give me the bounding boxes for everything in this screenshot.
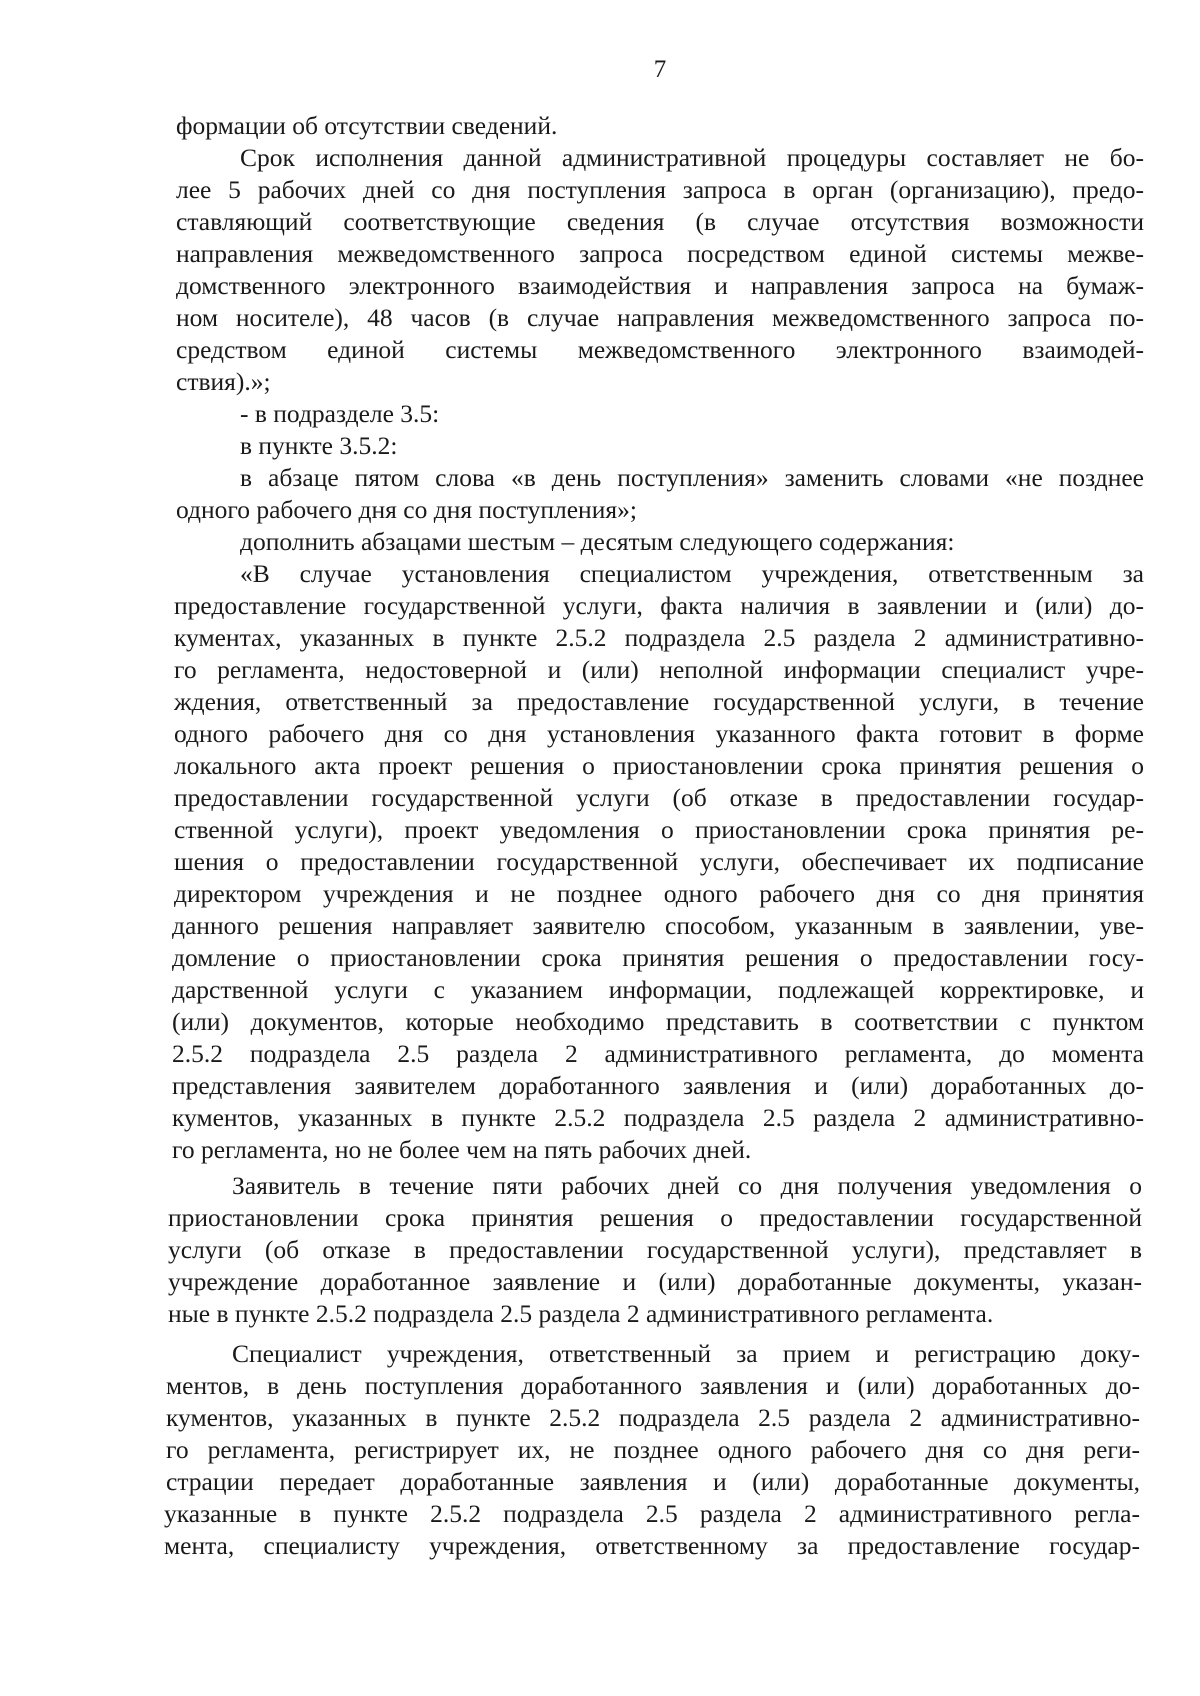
text-line: директором учреждения и не позднее одного рабочего дня со дня принятия xyxy=(174,879,1144,908)
text-line: в абзаце пятом слова «в день поступления» заменить словами «не позднее xyxy=(240,463,1144,492)
text-line: кументов, указанных в пункте 2.5.2 подраздела 2.5 раздела 2 административно- xyxy=(172,1103,1144,1132)
text-line: приостановлении срока принятия решения о предоставлении государственной xyxy=(168,1203,1142,1232)
text-line: дарственной услуги с указанием информации, подлежащей корректировке, и xyxy=(172,975,1144,1004)
text-line: данного решения направляет заявителю способом, указанным в заявлении, уве- xyxy=(172,911,1144,940)
text-line: го регламента, недостоверной и (или) неполной информации специалист учре- xyxy=(174,655,1144,684)
text-line: одного рабочего дня со дня поступления»; xyxy=(176,495,637,524)
page-number: 7 xyxy=(653,56,667,83)
text-line: ные в пункте 2.5.2 подраздела 2.5 раздела 2 административного регламента. xyxy=(168,1299,994,1328)
text-line: указанные в пункте 2.5.2 подраздела 2.5 раздела 2 административного регла- xyxy=(164,1499,1140,1528)
text-line: в пункте 3.5.2: xyxy=(240,431,398,460)
text-line: кументах, указанных в пункте 2.5.2 подраздела 2.5 раздела 2 административно- xyxy=(174,623,1144,652)
text-line: Специалист учреждения, ответственный за прием и регистрацию доку- xyxy=(232,1339,1140,1368)
text-line: Заявитель в течение пяти рабочих дней со дня получения уведомления о xyxy=(232,1171,1142,1200)
text-line: предоставление государственной услуги, факта наличия в заявлении и (или) до- xyxy=(174,591,1144,620)
text-line: Срок исполнения данной административной процедуры составляет не бо- xyxy=(240,143,1144,172)
text-line: ственной услуги), проект уведомления о приостановлении срока принятия ре- xyxy=(174,815,1144,844)
text-line: ментов, в день поступления доработанного заявления и (или) доработанных до- xyxy=(166,1371,1140,1400)
text-line: учреждение доработанное заявление и (или) доработанные документы, указан- xyxy=(168,1267,1142,1296)
text-line: «В случае установления специалистом учреждения, ответственным за xyxy=(240,559,1144,588)
text-line: мента, специалисту учреждения, ответственному за предоставление государ- xyxy=(164,1531,1140,1560)
text-line: страции передает доработанные заявления и (или) доработанные документы, xyxy=(166,1467,1140,1496)
text-line: лее 5 рабочих дней со дня поступления запроса в орган (организацию), предо- xyxy=(176,175,1144,204)
text-line: - в подразделе 3.5: xyxy=(240,399,440,428)
text-line: ставляющий соответствующие сведения (в случае отсутствия возможности xyxy=(176,207,1144,236)
text-line: предоставлении государственной услуги (об отказе в предоставлении государ- xyxy=(174,783,1144,812)
text-line: го регламента, но не более чем на пять рабочих дней. xyxy=(172,1135,752,1164)
text-line: шения о предоставлении государственной услуги, обеспечивает их подписание xyxy=(174,847,1144,876)
text-line: ствия).»; xyxy=(176,367,271,396)
text-line: ном носителе), 48 часов (в случае направления межведомственного запроса по- xyxy=(176,303,1144,332)
text-line: услуги (об отказе в предоставлении государственной услуги), представляет в xyxy=(168,1235,1142,1264)
text-line: ждения, ответственный за предоставление государственной услуги, в течение xyxy=(174,687,1144,716)
text-line: го регламента, регистрирует их, не позднее одного рабочего дня со дня реги- xyxy=(166,1435,1140,1464)
text-line: кументов, указанных в пункте 2.5.2 подраздела 2.5 раздела 2 административно- xyxy=(166,1403,1140,1432)
text-line: домственного электронного взаимодействия и направления запроса на бумаж- xyxy=(176,271,1144,300)
text-line: (или) документов, которые необходимо представить в соответствии с пунктом xyxy=(172,1007,1144,1036)
text-line: одного рабочего дня со дня установления указанного факта готовит в форме xyxy=(174,719,1144,748)
text-line: формации об отсутствии сведений. xyxy=(176,111,558,140)
text-line: направления межведомственного запроса посредством единой системы межве- xyxy=(176,239,1144,268)
text-line: представления заявителем доработанного заявления и (или) доработанных до- xyxy=(172,1071,1144,1100)
text-line: дополнить абзацами шестым – десятым следующего содержания: xyxy=(240,527,955,556)
text-line: локального акта проект решения о приостановлении срока принятия решения о xyxy=(174,751,1144,780)
text-line: 2.5.2 подраздела 2.5 раздела 2 административного регламента, до момента xyxy=(172,1039,1144,1068)
text-line: домление о приостановлении срока принятия решения о предоставлении госу- xyxy=(172,943,1144,972)
text-line: средством единой системы межведомственного электронного взаимодей- xyxy=(176,335,1144,364)
